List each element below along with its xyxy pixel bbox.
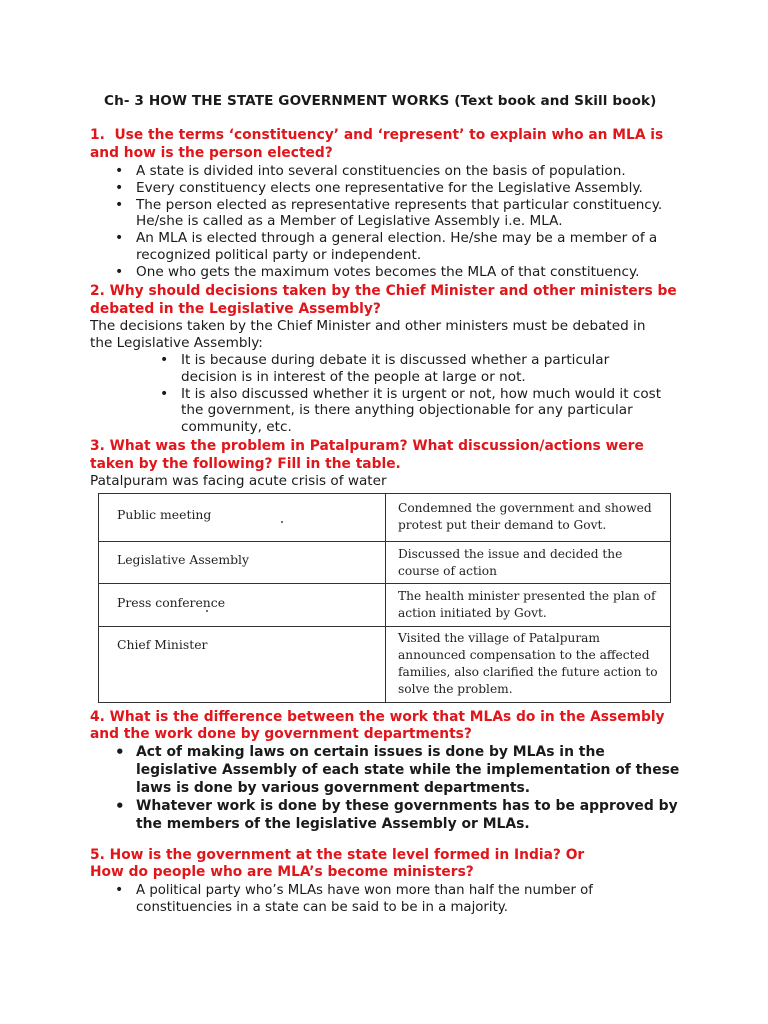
table-cell-action: Condemned the government and showed protest put their demand to Govt. [398,501,652,532]
question-1-line-1: Use the terms ‘constituency’ and ‘represent’ to explain who an MLA is [114,127,664,143]
question-5-answer-list [115,882,593,916]
question-3-line-1: 3. What was the problem in Patalpuram? What discussion/actions were [90,438,644,454]
table-cell-action: The health minister presented the plan of action initiated by Govt. [398,589,656,620]
table-cell-body: Public meeting [117,507,212,522]
table-row-divider [99,626,670,627]
question-2-intro-line-1: The decisions taken by the Chief Minister and other ministers must be debated in [90,318,646,334]
page-title: Ch- 3 HOW THE STATE GOVERNMENT WORKS (Text book and Skill book) [104,93,657,109]
question-4-line-2: and the work done by government departments? [90,726,472,742]
list-item: • Act of making laws on certain issues is done by MLAs in the legislative Assembly of each state while the implementation of these laws is done by various government departments. [115,743,679,797]
patalpuram-actions-table [98,493,671,703]
scan-speck [206,610,208,612]
question-1-heading [90,127,663,145]
list-item: • A political party who’s MLAs have won more than half the number of constituencies in a state can be said to be in a majority. [115,882,593,916]
question-3-line-2: taken by the following? Fill in the table. [90,456,401,472]
table-cell-body: Legislative Assembly [117,552,250,567]
list-item: • The person elected as representative represents that particular constituency. He/she is called as a Member of Legislative Assembly i.e. MLA. [115,197,662,231]
table-column-divider [385,494,386,702]
list-item: • Whatever work is done by these governments has to be approved by the members of the legislative Assembly or MLAs. [115,797,679,833]
question-5-line-2: How do people who are MLA’s become ministers? [90,864,474,880]
question-2-intro-line-2: the Legislative Assembly: [90,335,263,351]
table-cell-body: Press conference [117,595,226,610]
question-4-line-1: 4. What is the difference between the work that MLAs do in the Assembly [90,709,665,725]
scan-speck [281,521,283,523]
question-5-line-1: 5. How is the government at the state level formed in India? Or [90,847,585,863]
question-2-line-2: debated in the Legislative Assembly? [90,301,381,317]
list-item: • An MLA is elected through a general election. He/she may be a member of a recognized political party or independent. [115,230,662,264]
list-item: • A state is divided into several constituencies on the basis of population. [115,163,662,180]
list-item: • It is because during debate it is discussed whether a particular decision is in interest of the people at large or not. [160,352,661,386]
list-item: • Every constituency elects one representative for the Legislative Assembly. [115,180,662,197]
list-item: • One who gets the maximum votes becomes the MLA of that constituency. [115,264,662,281]
question-2-line-1: 2. Why should decisions taken by the Chief Minister and other ministers be [90,283,677,299]
list-item: • It is also discussed whether it is urgent or not, how much would it cost the government, is there anything objectionable for any particular community, etc. [160,386,661,436]
table-row-divider [99,583,670,584]
table-cell-action: Visited the village of Patalpuram announced compensation to the affected families, also clarified the future action to solve the problem. [398,631,658,696]
question-2-answer-list [160,352,661,436]
question-4-answer-list [115,743,679,833]
table-cell-body: Chief Minister [117,637,208,652]
question-1-number: 1. [90,127,105,143]
table-row-divider [99,541,670,542]
table-cell-action: Discussed the issue and decided the course of action [398,547,623,578]
question-3-intro: Patalpuram was facing acute crisis of water [90,473,387,489]
question-1-line-2: and how is the person elected? [90,145,333,161]
question-1-answer-list [115,163,662,281]
